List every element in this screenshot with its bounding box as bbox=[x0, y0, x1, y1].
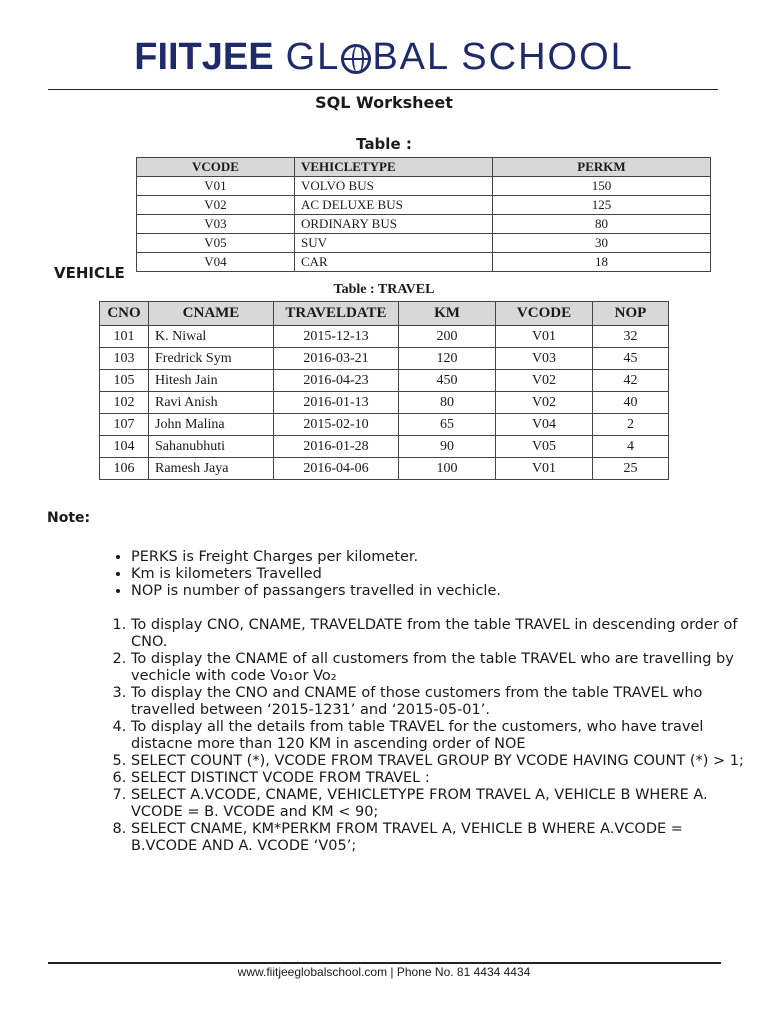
logo-global-school bbox=[286, 36, 634, 79]
table-cell: Hitesh Jain bbox=[149, 370, 274, 392]
list-item: 7. SELECT A.VCODE, CNAME, VEHICLETYPE FROM TRAVEL A, VEHICLE B WHERE A. VCODE = B. VCODE and KM < 90; bbox=[131, 787, 751, 821]
page-title: SQL Worksheet bbox=[315, 93, 453, 112]
vehicle-table-header-row bbox=[137, 158, 711, 177]
table-cell: 106 bbox=[100, 458, 149, 480]
column-header: KM bbox=[399, 302, 496, 326]
table-cell: V04 bbox=[137, 253, 295, 272]
table-row bbox=[137, 215, 711, 234]
table-cell: 2015-02-10 bbox=[274, 414, 399, 436]
table-cell: V03 bbox=[496, 348, 593, 370]
questions-list bbox=[105, 617, 751, 855]
column-header: VCODE bbox=[496, 302, 593, 326]
list-item: 6. SELECT DISTINCT VCODE FROM TRAVEL : bbox=[131, 770, 751, 787]
table-cell: John Malina bbox=[149, 414, 274, 436]
table-cell: 150 bbox=[493, 177, 711, 196]
table-cell: 120 bbox=[399, 348, 496, 370]
table-row bbox=[100, 436, 669, 458]
table-cell: 105 bbox=[100, 370, 149, 392]
table-cell: 450 bbox=[399, 370, 496, 392]
table-cell: K. Niwal bbox=[149, 326, 274, 348]
table-cell: 2015-12-13 bbox=[274, 326, 399, 348]
table-row bbox=[100, 348, 669, 370]
footer-divider bbox=[48, 962, 721, 964]
table-cell: V02 bbox=[137, 196, 295, 215]
table-row bbox=[137, 177, 711, 196]
table-cell: 104 bbox=[100, 436, 149, 458]
table-cell: V05 bbox=[496, 436, 593, 458]
column-header: CNAME bbox=[149, 302, 274, 326]
table-row bbox=[137, 196, 711, 215]
table-row bbox=[100, 458, 669, 480]
list-item: • NOP is number of passangers travelled in vechicle. bbox=[131, 583, 731, 600]
table-cell: SUV bbox=[295, 234, 493, 253]
table-cell: V03 bbox=[137, 215, 295, 234]
travel-table-header-row bbox=[100, 302, 669, 326]
table-cell: 101 bbox=[100, 326, 149, 348]
table-cell: AC DELUXE BUS bbox=[295, 196, 493, 215]
globe-icon bbox=[341, 44, 371, 74]
table-cell: 40 bbox=[593, 392, 669, 414]
table-cell: ORDINARY BUS bbox=[295, 215, 493, 234]
table-cell: 102 bbox=[100, 392, 149, 414]
header-divider bbox=[48, 89, 718, 90]
column-header: CNO bbox=[100, 302, 149, 326]
table-cell: 2016-04-23 bbox=[274, 370, 399, 392]
table-cell: CAR bbox=[295, 253, 493, 272]
table-row bbox=[137, 253, 711, 272]
table-row bbox=[100, 370, 669, 392]
table-cell: 80 bbox=[399, 392, 496, 414]
table-cell: 18 bbox=[493, 253, 711, 272]
table-row bbox=[100, 392, 669, 414]
list-item: 5. SELECT COUNT (*), VCODE FROM TRAVEL GROUP BY VCODE HAVING COUNT (*) > 1; bbox=[131, 753, 751, 770]
notes-list bbox=[105, 549, 731, 600]
table-row bbox=[100, 414, 669, 436]
table-cell: V01 bbox=[496, 458, 593, 480]
column-header: TRAVELDATE bbox=[274, 302, 399, 326]
table-cell: Fredrick Sym bbox=[149, 348, 274, 370]
list-item: 2. To display the CNAME of all customers from the table TRAVEL who are travelling by vechicle with code Vo₁or Vo₂ bbox=[131, 651, 751, 685]
table-cell: 2 bbox=[593, 414, 669, 436]
logo-bal-school: BAL SCHOOL bbox=[372, 36, 634, 78]
table-label: Table : bbox=[356, 135, 412, 153]
table-cell: V01 bbox=[496, 326, 593, 348]
school-header bbox=[0, 36, 768, 79]
vehicle-table bbox=[136, 157, 711, 272]
table-cell: V01 bbox=[137, 177, 295, 196]
page-footer bbox=[0, 965, 768, 979]
list-item: 4. To display all the details from table TRAVEL for the customers, who have travel distacne more than 120 KM in ascending order of NOE bbox=[131, 719, 751, 753]
table-cell: 32 bbox=[593, 326, 669, 348]
table-cell: 30 bbox=[493, 234, 711, 253]
table-cell: 65 bbox=[399, 414, 496, 436]
table-cell: 100 bbox=[399, 458, 496, 480]
list-item: 1. To display CNO, CNAME, TRAVELDATE from the table TRAVEL in descending order of CNO. bbox=[131, 617, 751, 651]
column-header: VCODE bbox=[137, 158, 295, 177]
table-cell: Ramesh Jaya bbox=[149, 458, 274, 480]
table-cell: 103 bbox=[100, 348, 149, 370]
table-cell: 25 bbox=[593, 458, 669, 480]
note-label: Note: bbox=[47, 510, 91, 526]
table-cell: 80 bbox=[493, 215, 711, 234]
column-header: PERKM bbox=[493, 158, 711, 177]
table-row bbox=[137, 234, 711, 253]
table-cell: 90 bbox=[399, 436, 496, 458]
table-row bbox=[100, 326, 669, 348]
table-cell: 4 bbox=[593, 436, 669, 458]
logo-fiitjee: FIITJEE bbox=[134, 36, 274, 78]
table-cell: 107 bbox=[100, 414, 149, 436]
school-logo bbox=[134, 36, 634, 79]
vehicle-table-label: VEHICLE bbox=[54, 264, 125, 282]
table-cell: 2016-01-28 bbox=[274, 436, 399, 458]
table-cell: 2016-04-06 bbox=[274, 458, 399, 480]
table-cell: 45 bbox=[593, 348, 669, 370]
table-cell: V04 bbox=[496, 414, 593, 436]
travel-table bbox=[99, 301, 669, 480]
table-cell: Sahanubhuti bbox=[149, 436, 274, 458]
list-item: • Km is kilometers Travelled bbox=[131, 566, 731, 583]
table-cell: V05 bbox=[137, 234, 295, 253]
logo-gl: GL bbox=[285, 36, 341, 78]
column-header: NOP bbox=[593, 302, 669, 326]
table-cell: Ravi Anish bbox=[149, 392, 274, 414]
table-cell: 42 bbox=[593, 370, 669, 392]
footer-website: www.fiitjeeglobalschool.com bbox=[237, 965, 388, 979]
table-cell: 2016-03-21 bbox=[274, 348, 399, 370]
table-cell: 125 bbox=[493, 196, 711, 215]
table-cell: V02 bbox=[496, 392, 593, 414]
footer-separator: | bbox=[390, 965, 394, 979]
table-cell: 200 bbox=[399, 326, 496, 348]
list-item: 8. SELECT CNAME, KM*PERKM FROM TRAVEL A, VEHICLE B WHERE A.VCODE = B.VCODE AND A. VCODE ‘V05’; bbox=[131, 821, 751, 855]
list-item: 3. To display the CNO and CNAME of those customers from the table TRAVEL who travelled between ‘2015-1231’ and ‘2015-05-01’. bbox=[131, 685, 751, 719]
table-cell: V02 bbox=[496, 370, 593, 392]
table-cell: 2016-01-13 bbox=[274, 392, 399, 414]
table-cell: VOLVO BUS bbox=[295, 177, 493, 196]
column-header: VEHICLETYPE bbox=[295, 158, 493, 177]
travel-table-caption: Table : TRAVEL bbox=[333, 282, 435, 297]
footer-phone: Phone No. 81 4434 4434 bbox=[396, 965, 531, 979]
list-item: • PERKS is Freight Charges per kilometer. bbox=[131, 549, 731, 566]
